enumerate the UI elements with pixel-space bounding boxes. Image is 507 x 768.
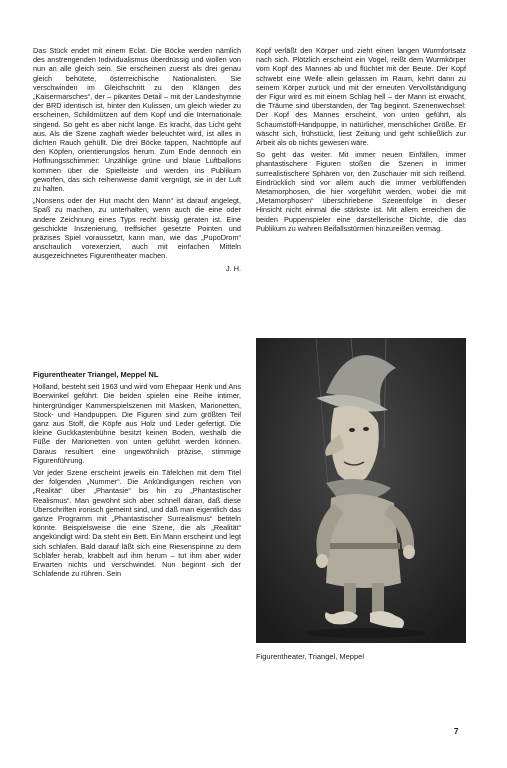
paragraph: Das Stück endet mit einem Eclat. Die Böcke werden nämlich des anstrengenden Individualismus überdrüssig und wollen von nun an alle gleich sein. Sie erscheinen zuerst als drei genau gleich behütete, österreichische Nationalisten. Sie verschwinden im Gleichschritt zu den Klängen des „Kaisermarsches“, der – pikantes Detail – mit der Landeshymne der BRD identisch ist, hinter den Kulissen, um gleich wieder zu erscheinen, Schildmützen auf dem Kopf und die Internationale singend. So geht es aber nicht lange. Es kracht, das Licht geht aus. Als die Szene zaghaft wieder beleuchtet wird, ist alles in dichten Rauch gehüllt. Die drei Böcke tappen, Nachttöpfe auf den Köpfen, orientierungslos herum. Zum Ende dennoch ein Hoffnungsschimmer: Unzählige grüne und blaue Luftballons kommen über die Spielleiste und werden ins Publikum geworfen, das sich reihenweise damit vergnügt, sie in der Luft zu halten. bbox=[33, 46, 241, 194]
paragraph: Holland, besteht seit 1963 und wird vom Ehepaar Henk und Ans Boerwinkel geführt. Die beiden spielen eine Reihe intimer, hintergründiger Kammerspielszenen mit Masken, Marionetten, Stock- und Handpuppen. Die Figuren sind zum größten Teil ganz aus Stoff, die Köpfe aus Holz und Leder gefertigt. Die kleine Guckkastenbühne besitzt keinen Boden, weshalb die Füße der Marionetten von unten geführt werden können. Daraus resultiert eine ungewöhnlich präzise, stimmige Figurenführung. bbox=[33, 382, 241, 465]
author-signature: J. H. bbox=[226, 263, 241, 273]
paragraph: „Nonsens oder der Hut macht den Mann“ ist darauf angelegt, Spaß zu machen, zu unterhalten, wenn auch die eine oder andere Zeichnung eines Typs recht bissig geraten ist. Eine geschickte Inszenierung, treffsicher gesetzte Pointen und präzises Spiel voraussetzt, kann man, wie das „PupoDrom“ anschaulich vorexerziert, auch mit einfachen Mitteln ausgezeichnetes Figurentheater machen. bbox=[33, 196, 241, 261]
photo-caption: Figurentheater, Triangel, Meppel bbox=[256, 652, 364, 661]
marionette-photo bbox=[256, 338, 466, 643]
right-column-top bbox=[256, 46, 466, 236]
paragraph: Vor jeder Szene erscheint jeweils ein Täfelchen mit dem Titel der folgenden „Nummer“. Die Ankündigungen reichen von „Realität“ über „Phantasie“ bis hin zu „Phantastischer Realismus“. Man gewöhnt sich aber schnell daran, daß diese Überschriften ironisch gemeint sind, und daß man eigentlich das ganze Programm mit „Phantastischer Surrealismus“ betiteln könnte. Beispielsweise die eine Szene, die als „Realität“ angekündigt wird: Da steht ein Bett. Ein Mann erscheint und legt sich schlafen. Bald darauf läßt sich eine Riesenspinne zu dem Schläfer herab, krabbelt auf ihm herum – tut ihm aber wider Erwarten nichts und verschwindet. Nun beginnt sich der Schlafende zu rühren. Sein bbox=[33, 468, 241, 579]
left-column-top bbox=[33, 46, 241, 273]
paragraph: Kopf verläßt den Körper und zieht einen langen Wurmfortsatz nach sich. Plötzlich erscheint ein Vogel, reißt dem Wurmkörper vom Kopf des Mannes ab und flüchtet mit der Beute. Der Kopf schwebt eine Weile allein gelassen im Raum, kehrt dann zu seinem Körper zurück und mit der erneuten Vervollständigung der Figur wird es mit einem Schlag hell – der Mann ist erwacht, die Träume sind überstanden, der Tag beginnt. Szenenwechsel: Der Kopf des Mannes erscheint, von unten geführt, als Schaumstoff-Handpuppe, in natürlicher, menschlicher Größe. Er wäscht sich, frühstückt, liest Zeitung und geht schließlich zur Arbeit als ob nichts gewesen wäre. bbox=[256, 46, 466, 148]
paragraph: So geht das weiter. Mit immer neuen Einfällen, immer phantastischere Figuren stoßen die Szenen in immer surrealistischere Sphären vor, den Zuschauer mit sich reißend. Eindrücklich sind vor allem auch die immer verblüffenden Metamorphosen, die hier vorgeführt werden, wobei die mit „Metamorphosen“ überschriebene Szenenfolge in dieser Hinsicht nicht einmal die stärkste ist. Mit allem erreichen die beiden Puppenspieler eine darstellerische Dichte, die das Publikum zu wahren Beifallsstürmen hinzureißen vermag. bbox=[256, 150, 466, 233]
page-number: 7 bbox=[454, 727, 459, 736]
left-column-section bbox=[33, 370, 241, 581]
section-heading: Figurentheater Triangel, Meppel NL bbox=[33, 370, 159, 379]
